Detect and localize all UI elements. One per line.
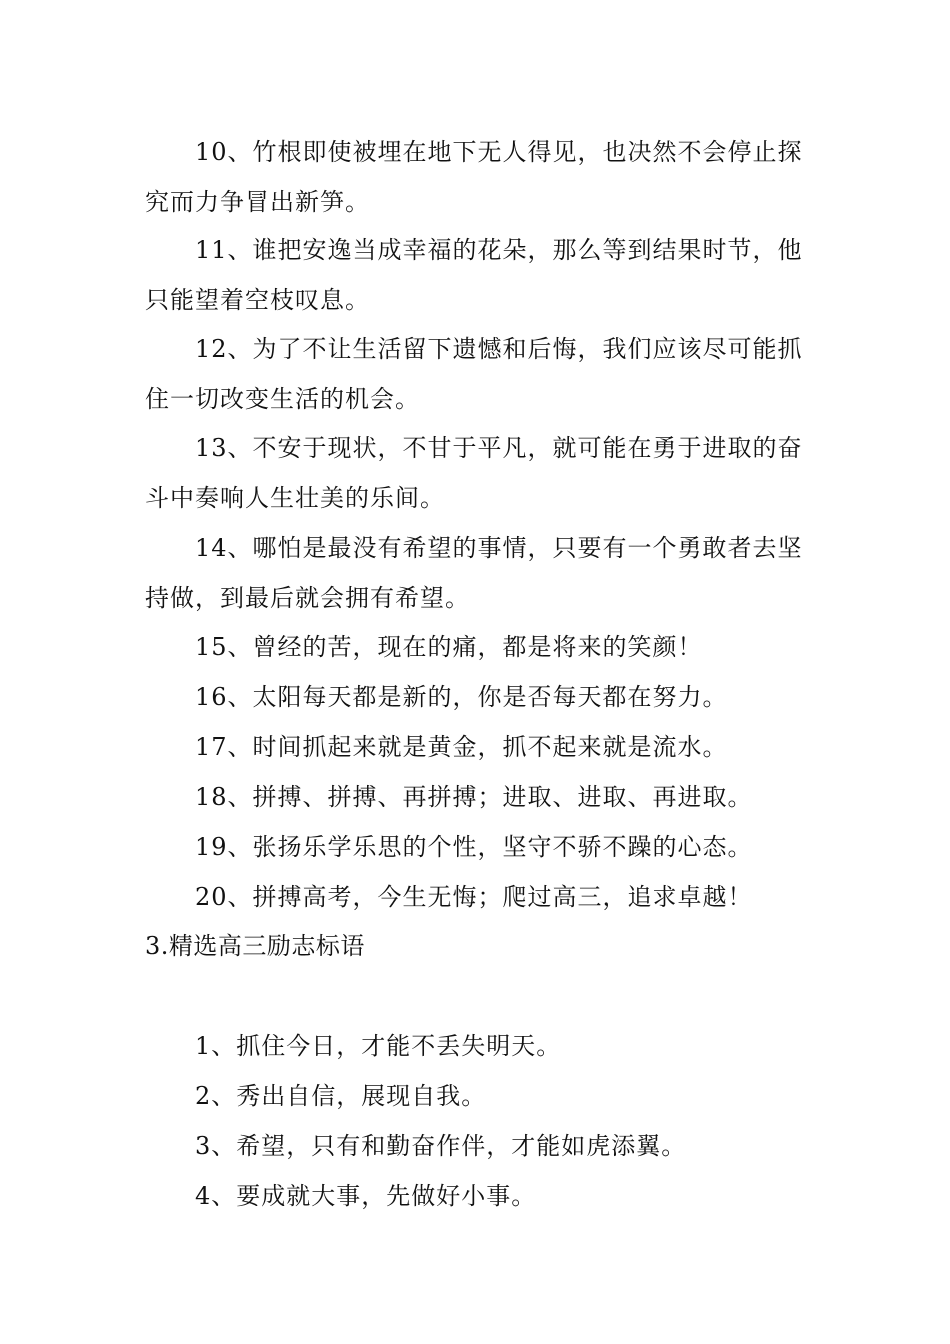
quote-14: 14、哪怕是最没有希望的事情，只要有一个勇敢者去坚持做，到最后就会拥有希望。	[145, 534, 803, 612]
slogan-3: 3、希望，只有和勤奋作伴，才能如虎添翼。	[195, 1132, 687, 1160]
quote-18: 18、拼搏、拼搏、再拼搏；进取、进取、再进取。	[195, 783, 753, 811]
quote-16: 16、太阳每天都是新的，你是否每天都在努力。	[195, 683, 728, 711]
quote-13: 13、不安于现状，不甘于平凡，就可能在勇于进取的奋斗中奏响人生壮美的乐间。	[145, 434, 803, 512]
slogan-4: 4、要成就大事，先做好小事。	[195, 1182, 537, 1210]
quote-11: 11、谁把安逸当成幸福的花朵，那么等到结果时节，他只能望着空枝叹息。	[145, 236, 803, 314]
quote-20: 20、拼搏高考，今生无悔；爬过高三，追求卓越！	[195, 883, 753, 911]
quote-12: 12、为了不让生活留下遗憾和后悔，我们应该尽可能抓住一切改变生活的机会。	[145, 335, 803, 413]
quote-17: 17、时间抓起来就是黄金，抓不起来就是流水。	[195, 733, 728, 761]
quote-19: 19、张扬乐学乐思的个性，坚守不骄不躁的心态。	[195, 833, 753, 861]
slogan-2: 2、秀出自信，展现自我。	[195, 1082, 487, 1110]
section-heading: 3.精选高三励志标语	[145, 932, 365, 960]
slogan-1: 1、抓住今日，才能不丢失明天。	[195, 1032, 562, 1060]
quote-10: 10、竹根即使被埋在地下无人得见，也决然不会停止探究而力争冒出新笋。	[145, 138, 803, 216]
quote-15: 15、曾经的苦，现在的痛，都是将来的笑颜！	[195, 633, 703, 661]
